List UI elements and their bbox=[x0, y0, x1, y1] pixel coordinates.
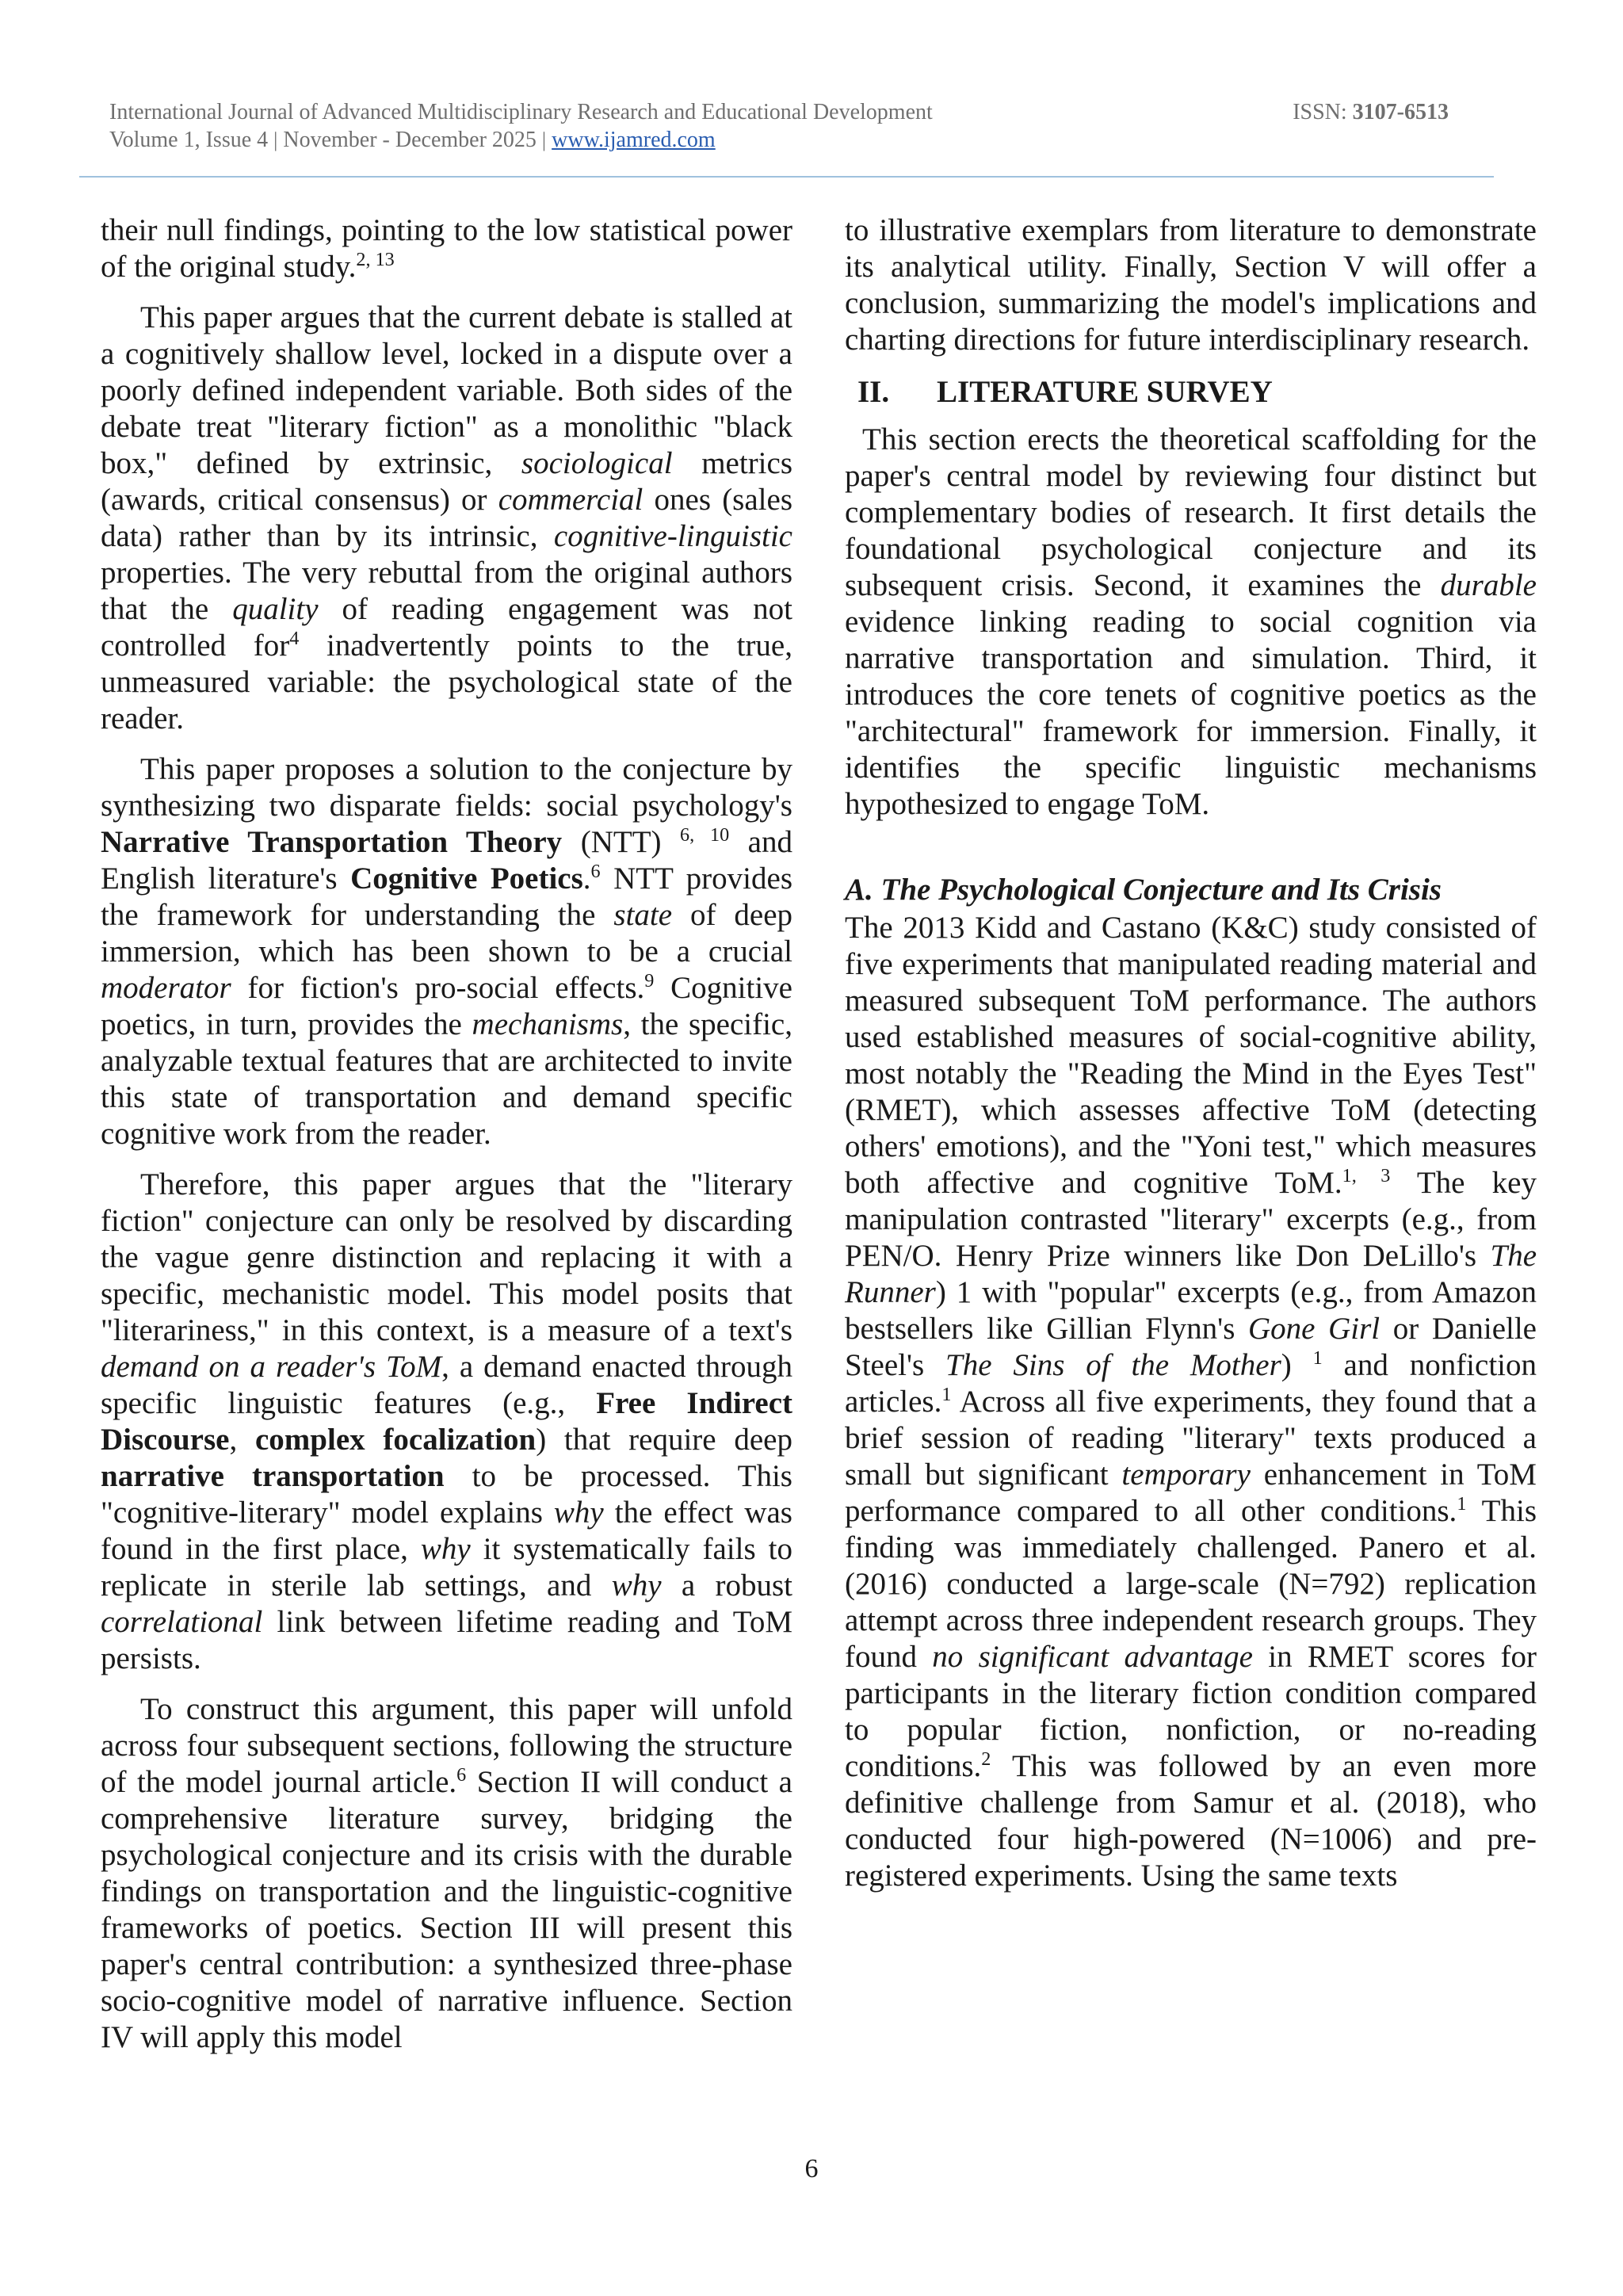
page-number: 6 bbox=[804, 2154, 819, 2183]
bold-term: Narrative Transportation Theory bbox=[101, 825, 563, 859]
citation-superscript: 2 bbox=[981, 1748, 991, 1770]
citation-superscript: 6, 10 bbox=[680, 824, 730, 846]
separator: | bbox=[541, 128, 547, 151]
italic-emphasis: moderator bbox=[101, 971, 231, 1005]
text-run: Across all five experiments, they found that a brief session of reading "literary" texts produced a small but significant bbox=[845, 1385, 1537, 1492]
citation-superscript: 6 bbox=[456, 1764, 467, 1786]
text-run: The 2013 Kidd and Castano (K&C) study consisted of five experiments that manipulated reading material and measured subsequent ToM performance. The authors used established measures of social-cognitive ability, most notably the "Reading the Mind in the Eyes Test" (RMET), which assesses affective ToM (detecting others' emotions), and the "Yoni test," which measures both affective and cognitive ToM. bbox=[845, 911, 1537, 1200]
issn bbox=[1293, 98, 1449, 126]
issn-value: 3107-6513 bbox=[1352, 100, 1449, 124]
text-run: it systematically fails to replicate in sterile lab settings, and bbox=[101, 1532, 792, 1603]
paragraph bbox=[101, 300, 792, 737]
text-run: ) 1 with "popular" excerpts (e.g., from Amazon bestsellers like Gillian Flynn's bbox=[845, 1275, 1537, 1346]
text-run: Section II will conduct a comprehensive literature survey, bridging the psychological conjecture and its crisis with the durable findings on transportation and the linguistic-cognitive frameworks of poetics. Section III will present this paper's central contribution: a synthesized three-phase socio-cognitive model of narrative influence. Section IV will apply this model bbox=[101, 1765, 792, 2054]
issue-line bbox=[109, 126, 1449, 154]
text-run: To construct this argument, this paper will unfold across four subsequent sections, following the structure of the model journal article. bbox=[101, 1692, 792, 1799]
text-run: . bbox=[582, 861, 591, 896]
text-run: metrics (awards, critical consensus) or bbox=[101, 446, 793, 517]
right-column bbox=[845, 212, 1537, 1908]
text-run: and nonfiction articles. bbox=[845, 1348, 1537, 1419]
text-run: Cognitive poetics, in turn, provides the bbox=[101, 971, 792, 1041]
citation-superscript: 1 bbox=[941, 1384, 952, 1405]
italic-emphasis: why bbox=[611, 1568, 662, 1603]
text-run: Therefore, this paper argues that the "literary fiction" conjecture can only be resolved by discarding the vague genre distinction and replacing it with a specific, mechanistic model. This model posits that "literariness," in this context, is a measure of a text's bbox=[101, 1167, 792, 1347]
text-run: This paper argues that the current debate is stalled at a cognitively shallow level, locked in a dispute over a poorly defined independent variable. Both sides of the debate treat "literary fiction" as a monolithic "black box," defined by extrinsic, bbox=[101, 300, 792, 480]
text-run: the effect was found in the first place, bbox=[101, 1496, 792, 1566]
section-title: LITERATURE SURVEY bbox=[937, 375, 1273, 409]
paragraph bbox=[845, 422, 1537, 823]
issue-dates: November - December 2025 bbox=[283, 128, 537, 152]
italic-emphasis: quality bbox=[232, 592, 319, 626]
italic-emphasis: commercial bbox=[498, 483, 643, 517]
section-number: II. bbox=[857, 375, 890, 409]
text-run: NTT provides the framework for understanding the bbox=[101, 861, 792, 932]
text-run: This paper proposes a solution to the conjecture by synthesizing two disparate fields: social psychology's bbox=[101, 752, 792, 823]
section-heading bbox=[857, 374, 1537, 411]
text-run: ones (sales data) rather than by its intrinsic, bbox=[101, 483, 792, 553]
italic-emphasis: demand on a reader's ToM bbox=[101, 1350, 442, 1384]
paragraph bbox=[845, 910, 1537, 1894]
separator: | bbox=[273, 128, 278, 151]
text-run: of reading engagement was not controlled for bbox=[101, 592, 792, 663]
paragraph bbox=[101, 212, 792, 285]
italic-emphasis: correlational bbox=[101, 1605, 263, 1639]
italic-emphasis: cognitive-linguistic bbox=[553, 519, 792, 553]
citation-superscript: 1 bbox=[1312, 1347, 1323, 1369]
italic-emphasis: The Runner bbox=[845, 1239, 1537, 1309]
italic-emphasis: sociological bbox=[521, 446, 673, 480]
text-run: properties. The very rebuttal from the original authors that the bbox=[101, 556, 792, 626]
bold-term: Cognitive Poetics bbox=[350, 861, 583, 896]
paragraph bbox=[101, 1691, 792, 2056]
citation-superscript: 1, 3 bbox=[1342, 1165, 1391, 1186]
text-run: (NTT) bbox=[562, 825, 681, 859]
italic-emphasis: why bbox=[553, 1496, 604, 1530]
italic-emphasis: The Sins of the Mother bbox=[945, 1348, 1281, 1382]
volume-issue: Volume 1, Issue 4 bbox=[109, 128, 269, 152]
text-run: ) that require deep bbox=[536, 1423, 792, 1457]
text-run: a robust bbox=[661, 1568, 792, 1603]
text-run: to be processed. This "cognitive-literary" model explains bbox=[101, 1459, 792, 1530]
citation-superscript: 4 bbox=[289, 628, 300, 649]
text-run: ) bbox=[1281, 1348, 1313, 1382]
text-run: , bbox=[229, 1423, 255, 1457]
bold-term: Free Indirect Discourse bbox=[101, 1386, 792, 1457]
text-run: link between lifetime reading and ToM persists. bbox=[101, 1605, 792, 1675]
subsection-heading: A. The Psychological Conjecture and Its Crisis bbox=[845, 873, 1442, 907]
journal-url-link[interactable]: www.ijamred.com bbox=[552, 128, 716, 152]
header-divider bbox=[79, 176, 1494, 178]
italic-emphasis: durable bbox=[1440, 568, 1537, 602]
text-run: This section erects the theoretical scaffolding for the paper's central model by reviewing four distinct but complementary bodies of research. It first details the foundational psychological conjecture and its subsequent crisis. Second, it examines the bbox=[845, 422, 1537, 602]
citation-superscript: 1 bbox=[1457, 1493, 1467, 1515]
journal-title: International Journal of Advanced Multidisciplinary Research and Educational Development bbox=[109, 100, 933, 124]
paragraph: to illustrative exemplars from literature to demonstrate its analytical utility. Finally, Section V will offer a conclusion, summarizing the model's implications and charting directions for future interdisciplinary research. bbox=[845, 213, 1537, 357]
citation-superscript: 9 bbox=[644, 970, 655, 991]
text-run: their null findings, pointing to the low statistical power of the original study. bbox=[101, 213, 792, 284]
bold-term: complex focalization bbox=[255, 1423, 537, 1457]
text-run: This was followed by an even more definitive challenge from Samur et al. (2018), who conducted four high-powered (N=1006) and pre-registered experiments. Using the same texts bbox=[845, 1749, 1537, 1893]
italic-emphasis: no significant advantage bbox=[932, 1640, 1253, 1674]
text-run: for fiction's pro-social effects. bbox=[231, 971, 645, 1005]
italic-emphasis: state bbox=[613, 898, 673, 932]
text-run: enhancement in ToM performance compared to all other conditions. bbox=[845, 1457, 1537, 1528]
paragraph bbox=[101, 751, 792, 1152]
text-run: , a demand enacted through specific linguistic features (e.g., bbox=[101, 1350, 792, 1420]
text-run: of deep immersion, which has been shown to be a crucial bbox=[101, 898, 793, 968]
italic-emphasis: why bbox=[420, 1532, 471, 1566]
left-column bbox=[101, 212, 792, 2070]
italic-emphasis: mechanisms bbox=[472, 1007, 624, 1041]
text-run: The key manipulation contrasted "literary" excerpts (e.g., from PEN/O. Henry Prize winners like Don DeLillo's bbox=[845, 1166, 1537, 1273]
running-header bbox=[109, 98, 1449, 154]
italic-emphasis: temporary bbox=[1121, 1457, 1251, 1492]
text-run: , the specific, analyzable textual features that are architected to invite this state of transportation and demand specific cognitive work from the reader. bbox=[101, 1007, 792, 1151]
text-run: or Danielle Steel's bbox=[845, 1312, 1537, 1382]
italic-emphasis: Gone Girl bbox=[1248, 1312, 1381, 1346]
text-run: inadvertently points to the true, unmeasured variable: the psychological state of the reader. bbox=[101, 628, 792, 735]
text-run: evidence linking reading to social cognition via narrative transportation and simulation. Third, it introduces the core tenets of cognitive poetics as the "architectural" framework for immersion. Finally, it identifies the specific linguistic mechanisms hypothesized to engage ToM. bbox=[845, 605, 1537, 821]
text-run: and English literature's bbox=[101, 825, 792, 896]
paragraph bbox=[101, 1167, 792, 1677]
bold-term: narrative transportation bbox=[101, 1459, 445, 1493]
citation-superscript: 6 bbox=[590, 861, 601, 882]
issn-label: ISSN: bbox=[1293, 100, 1353, 124]
citation-superscript: 2, 13 bbox=[356, 249, 395, 270]
text-run: This finding was immediately challenged. Panero et al. (2016) conducted a large-scale (N=792) replication attempt across three independent research groups. They found bbox=[845, 1494, 1537, 1674]
text-run: in RMET scores for participants in the literary fiction condition compared to popular fiction, nonfiction, or no-reading conditions. bbox=[845, 1640, 1537, 1783]
